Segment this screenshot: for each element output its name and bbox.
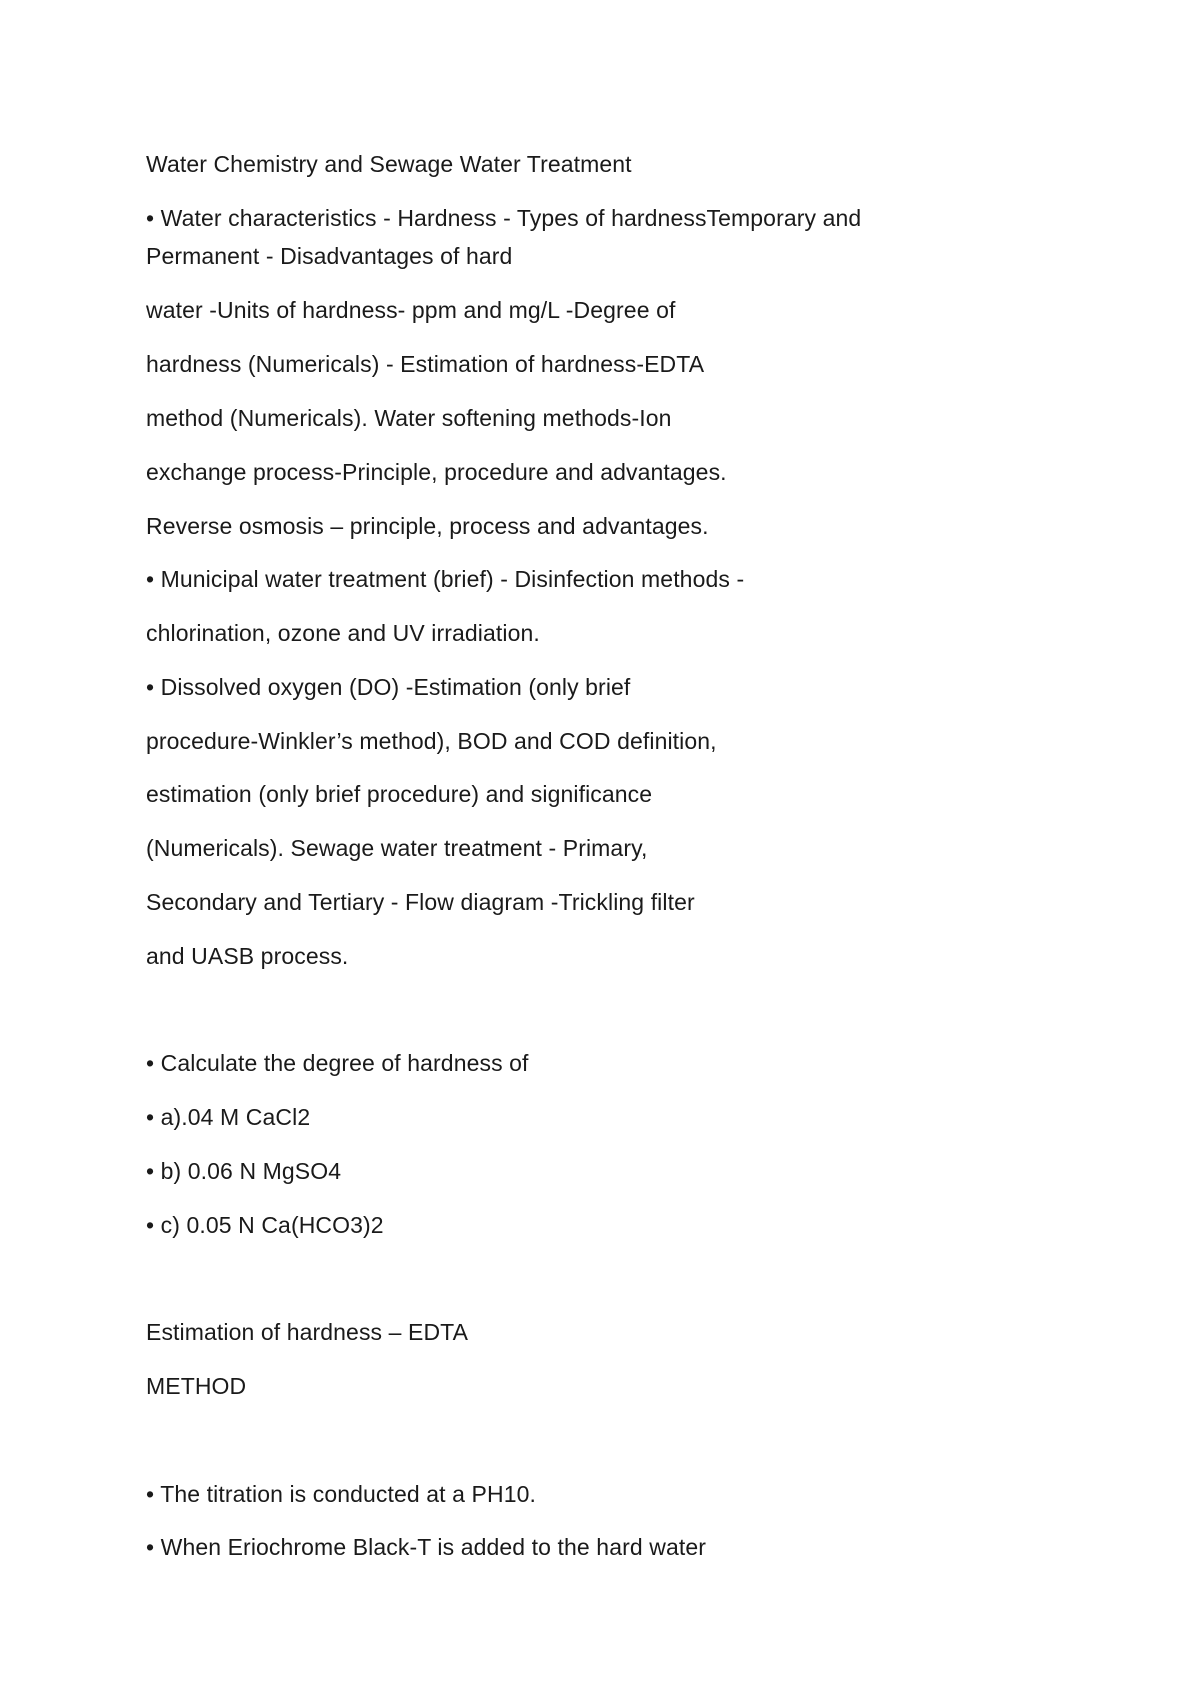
text-line: • The titration is conducted at a PH10. <box>146 1481 536 1507</box>
text-line: • Water characteristics - Hardness - Types of hardnessTemporary and <box>146 205 862 231</box>
text-line: (Numericals). Sewage water treatment - Primary, <box>146 835 648 861</box>
text-line: • b) 0.06 N MgSO4 <box>146 1158 342 1184</box>
text-line: • Municipal water treatment (brief) - Disinfection methods - <box>146 566 745 592</box>
text-line: method (Numericals). Water softening methods-Ion <box>146 405 672 431</box>
section-heading: Estimation of hardness – EDTA <box>146 1319 469 1345</box>
text-line: water -Units of hardness- ppm and mg/L -Degree of <box>146 297 676 323</box>
text-line: • c) 0.05 N Ca(HCO3)2 <box>146 1212 384 1238</box>
text-line: estimation (only brief procedure) and significance <box>146 781 653 807</box>
text-line: procedure-Winkler’s method), BOD and COD definition, <box>146 728 717 754</box>
text-line: Secondary and Tertiary - Flow diagram -Trickling filter <box>146 889 695 915</box>
text-line: hardness (Numericals) - Estimation of hardness-EDTA <box>146 351 705 377</box>
text-line: chlorination, ozone and UV irradiation. <box>146 620 540 646</box>
text-line: • Dissolved oxygen (DO) -Estimation (only brief <box>146 674 631 700</box>
text-line: Permanent - Disadvantages of hard <box>146 243 513 269</box>
text-line: • a).04 M CaCl2 <box>146 1104 311 1130</box>
text-line: • Calculate the degree of hardness of <box>146 1050 529 1076</box>
text-line: • When Eriochrome Black-T is added to the hard water <box>146 1534 706 1560</box>
text-line: and UASB process. <box>146 943 349 969</box>
document-title: Water Chemistry and Sewage Water Treatment <box>146 151 632 177</box>
text-line: Reverse osmosis – principle, process and advantages. <box>146 513 709 539</box>
text-line: exchange process-Principle, procedure and advantages. <box>146 459 727 485</box>
section-heading: METHOD <box>146 1373 247 1399</box>
